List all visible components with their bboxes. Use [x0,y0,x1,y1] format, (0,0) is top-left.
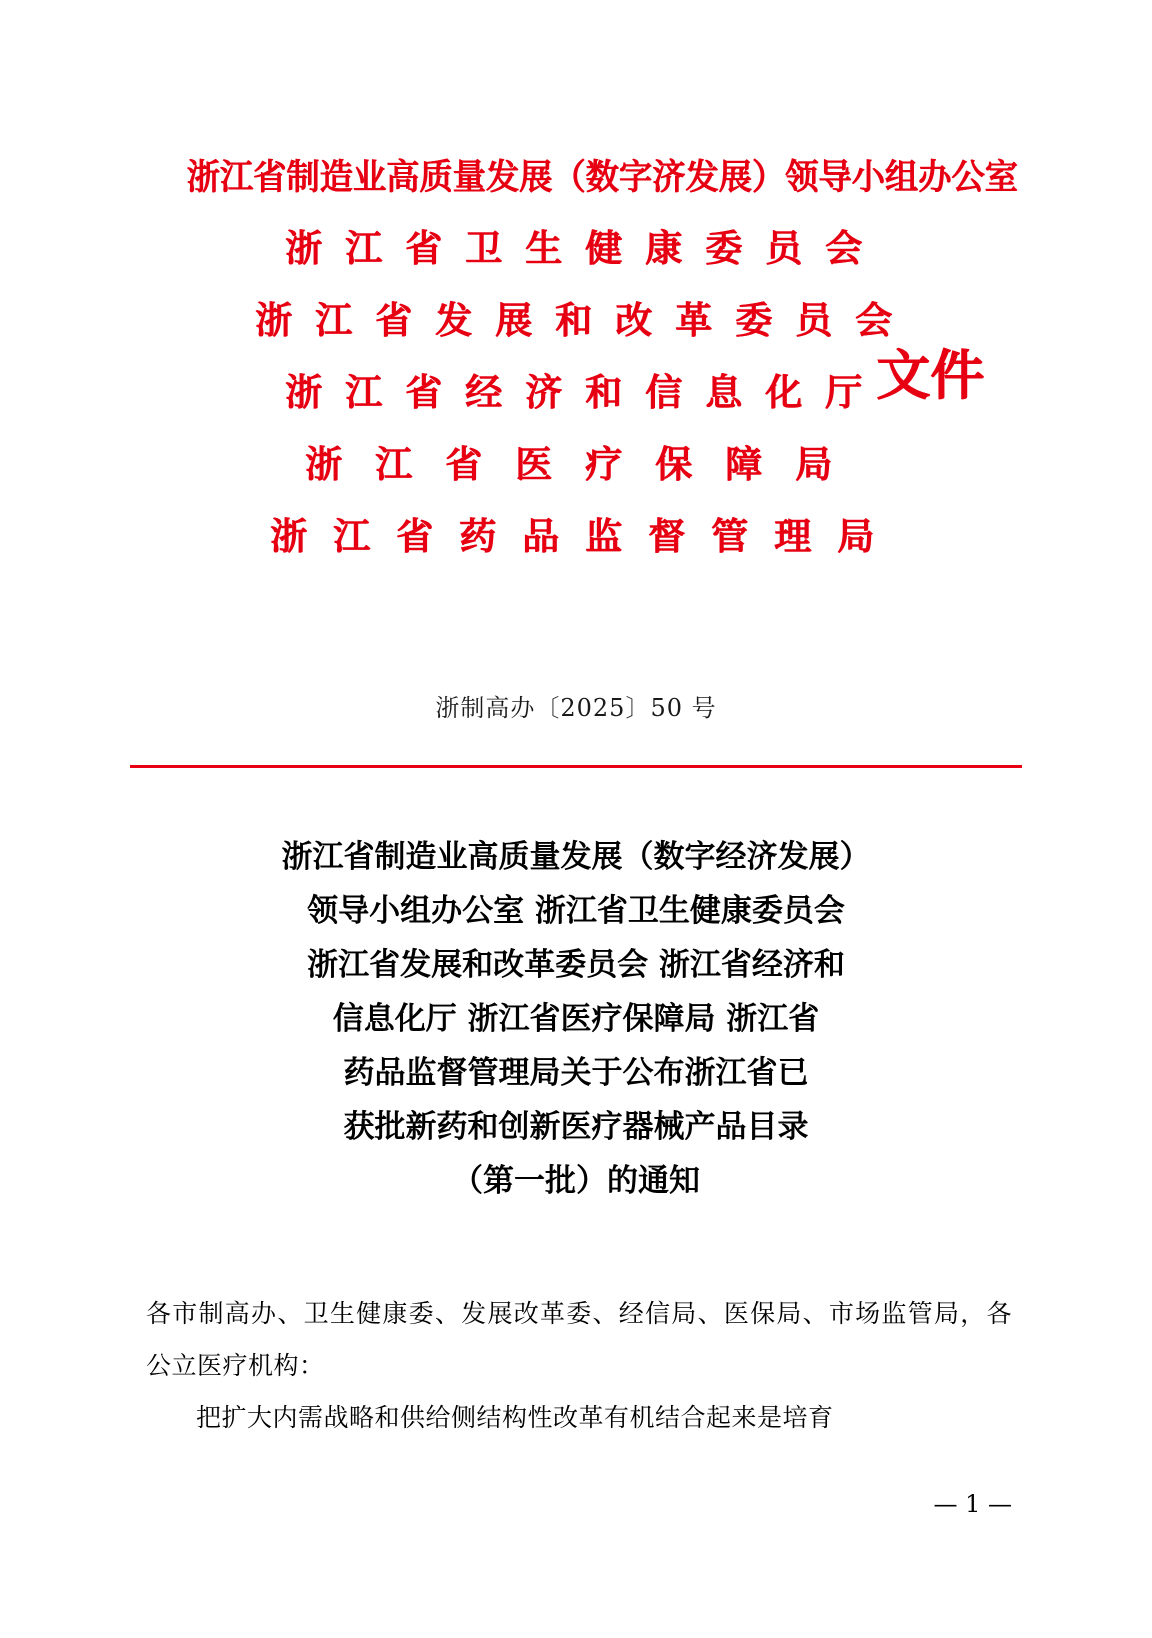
red-divider [130,765,1022,768]
letterhead-line-2: 浙江省卫生健康委员会 [285,226,885,270]
page-number: — 1 — [933,1490,1012,1518]
title-line-3: 浙江省发展和改革委员会 浙江省经济和 [307,947,845,983]
letterhead-line-3: 浙江省发展和改革委员会 [255,298,915,342]
title-line-7: （第一批）的通知 [452,1163,700,1199]
title-line-1: 浙江省制造业高质量发展（数字经济发展） [281,839,871,875]
document-serial-number: 浙制高办〔2025〕50 号 [435,694,717,722]
body-paragraph-1: 把扩大内需战略和供给侧结构性改革有机结合起来是培育 [196,1403,834,1432]
title-line-5: 药品监督管理局关于公布浙江省已 [343,1055,809,1091]
document-body [146,1288,1012,1444]
letterhead-document-word: 文件 [876,343,984,407]
title-line-2: 领导小组办公室 浙江省卫生健康委员会 [307,893,845,929]
page-title [140,830,1012,1208]
letterhead-line-6: 浙江省药品监督管理局 [270,514,900,558]
title-line-4: 信息化厅 浙江省医疗保障局 浙江省 [332,1001,820,1037]
body-addressee: 各市制高办、卫生健康委、发展改革委、经信局、医保局、市场监管局，各公立医疗机构： [146,1299,1012,1380]
letterhead-line-1: 浙江省制造业高质量发展（数字济发展）领导小组办公室 [186,157,1018,198]
letterhead-line-5: 浙江省医疗保障局 [305,442,865,486]
letterhead-line-4: 浙江省经济和信息化厅 [285,370,885,414]
letterhead [0,150,1152,560]
title-line-6: 获批新药和创新医疗器械产品目录 [343,1109,809,1145]
